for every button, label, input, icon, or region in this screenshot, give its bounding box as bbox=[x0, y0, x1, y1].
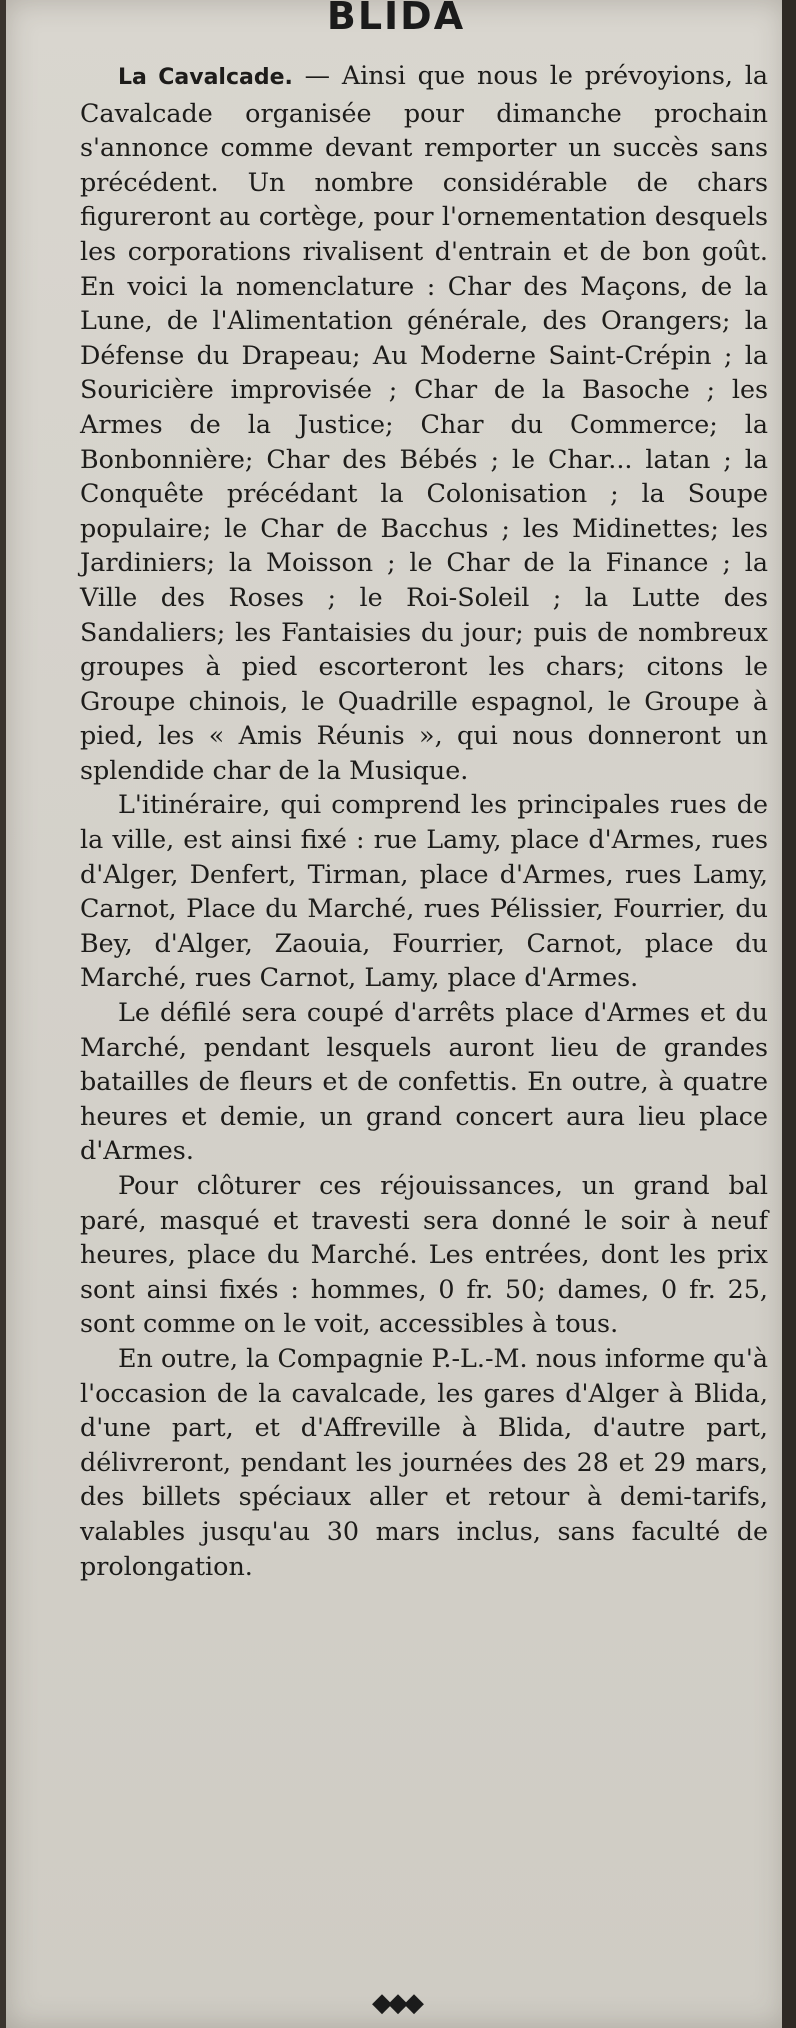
article-paragraph-5: En outre, la Compagnie P.-L.-M. nous informe qu'à l'occasion de la cavalcade, les gares d'Alger à Blida, d'une part, et d'Affreville à Blida, d'autre part, délivreront, pendant les journées des 28 et 29 mars, des billets spéciaux aller et retour à demi-tarifs, valables jusqu'au 30 mars inclus, sans faculté de prolongation. bbox=[80, 1342, 768, 1581]
article-paragraph-4: Pour clôturer ces réjouissances, un grand bal paré, masqué et travesti sera donné le soir à neuf heures, place du Marché. Les entrées, dont les prix sont ainsi fixés : hommes, 0 fr. 50; dames, 0 fr. 25, sont comme on le voit, accessibles à tous. bbox=[80, 1170, 768, 1339]
section-title: BLIDA bbox=[326, 0, 466, 38]
newspaper-column bbox=[6, 0, 786, 2028]
article-lead: La Cavalcade. bbox=[118, 65, 293, 90]
paragraph-text: — Ainsi que nous le prévoyions, la Cavalcade organisée pour dimanche prochain s'annonce comme devant remporter un succès sans précédent. Un nombre considérable de chars figureront au cortège, pour l'ornementation desquels les corporations rivalisent d'entrain et de bon goût. En voici la nomenclature : Char des Maçons, de la Lune, de l'Alimentation générale, des Orangers; la Défense du Drapeau; Au Moderne Saint-Crépin ; la Souricière improvisée ; Char de la Basoche ; les Armes de la Justice; Char du Commerce; la Bonbonnière; Char des Bébés ; le Char... latan ; la Conquête précédant la Colonisation ; la Soupe populaire; le Char de Bacchus ; les Midinettes; les Jardiniers; la Moisson ; le Char de la Finance ; la Ville des Roses ; le Roi-Soleil ; la Lutte des Sandaliers; les Fantaisies du jour; puis de nombreux groupes à pied escorteront les chars; citons le Groupe chinois, le Quadrille espagnol, le Groupe à pied, les « Amis Réunis », qui nous donneront un splendide char de la Musique. bbox=[80, 60, 768, 785]
article-paragraph-1 bbox=[80, 58, 768, 787]
article-paragraph-2: L'itinéraire, qui comprend les principales rues de la ville, est ainsi fixé : rue Lamy, place d'Armes, rues d'Alger, Denfert, Tirman, place d'Armes, rues Lamy, Carnot, Place du Marché, rues Pélissier, Fourrier, du Bey, d'Alger, Zaouia, Fourrier, Carnot, place du Marché, rues Carnot, Lamy, place d'Armes. bbox=[80, 789, 768, 993]
article-paragraph-3: Le défilé sera coupé d'arrêts place d'Armes et du Marché, pendant lesquels auront lieu de grandes batailles de fleurs et de confettis. En outre, à quatre heures et demie, un grand concert aura lieu place d'Armes. bbox=[80, 997, 768, 1166]
scan-right-edge bbox=[782, 0, 796, 2028]
end-ornament-icon: ◆◆◆ bbox=[372, 1988, 420, 2018]
article-body bbox=[80, 58, 768, 1583]
